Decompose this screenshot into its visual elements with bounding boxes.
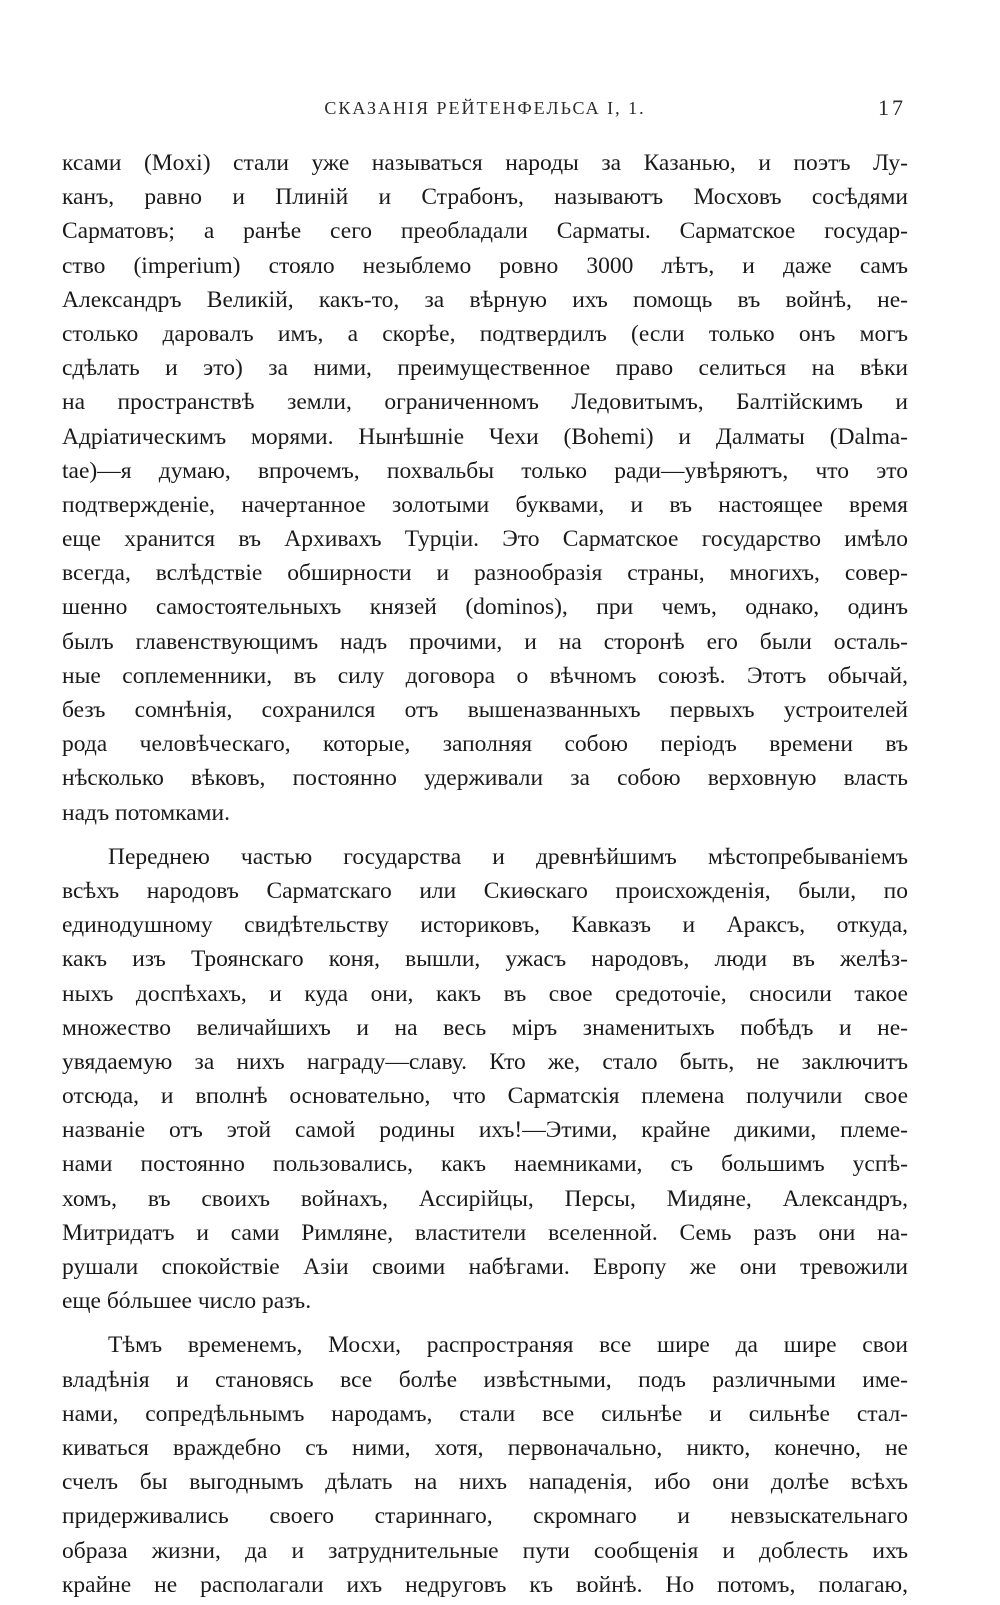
- running-head: [62, 95, 908, 128]
- text-line: киваться враждебно съ ними, хотя, первоначально, никто, конечно, не: [62, 1434, 908, 1461]
- text-line: образа жизни, да и затруднительные пути сообщенія и доблесть ихъ: [62, 1537, 908, 1564]
- text-line: tae)—я думаю, впрочемъ, похвальбы только ради—увѣряютъ, что это: [62, 457, 908, 484]
- text-line: хомъ, въ своихъ войнахъ, Ассирійцы, Персы, Мидяне, Александръ,: [62, 1185, 908, 1212]
- body-text: [62, 146, 908, 1602]
- page-number: 17: [878, 95, 906, 120]
- text-line: названіе отъ этой самой родины ихъ!—Этими, крайне дикими, племе-: [62, 1117, 908, 1144]
- paragraph-1: [62, 146, 908, 830]
- text-line: подтвержденіе, начертанное золотыми буквами, и въ настоящее время: [62, 491, 908, 518]
- text-line: увядаемую за нихъ награду—славу. Кто же, стало быть, не заключитъ: [62, 1048, 908, 1075]
- text-line: на пространствѣ земли, ограниченномъ Ледовитымъ, Балтійскимъ и: [62, 389, 908, 416]
- text-line: рушали спокойствіе Азіи своими набѣгами. Европу же они тревожили: [62, 1254, 908, 1280]
- running-title: СКАЗАНІЯ РЕЙТЕНФЕЛЬСА I, 1.: [324, 98, 646, 118]
- text-line: ство (imperium) стояло незыблемо ровно 3000 лѣтъ, и даже самъ: [62, 252, 908, 279]
- text-line: множество величайшихъ и на весь міръ знаменитыхъ побѣдъ и не-: [62, 1014, 908, 1041]
- text-line: сдѣлать и это) за ними, преимущественное право селиться на вѣки: [62, 355, 908, 382]
- text-line: Митридатъ и сами Римляне, властители вселенной. Семь разъ они на-: [62, 1219, 908, 1246]
- text-line: нами постоянно пользовались, какъ наемниками, съ большимъ успѣ-: [62, 1151, 908, 1178]
- text-line: Переднею частью государства и древнѣйшимъ мѣстопребываніемъ: [108, 843, 908, 870]
- text-line: еще бóльшее число разъ.: [62, 1288, 312, 1315]
- text-line: канъ, равно и Плиній и Страбонъ, называютъ Мосховъ сосѣдями: [62, 184, 908, 211]
- text-line: рода человѣческаго, которые, заполняя собою періодъ времени въ: [62, 731, 908, 758]
- text-line: столько даровалъ имъ, а скорѣе, подтвердилъ (если только онъ могъ: [62, 320, 908, 347]
- text-line: придерживались своего стариннаго, скромнаго и невзыскательнаго: [62, 1503, 908, 1530]
- text-line: ныхъ доспѣхахъ, и куда они, какъ въ свое средоточіе, сносили такое: [62, 980, 908, 1007]
- text-line: отсюда, и вполнѣ основательно, что Сарматскія племена получили свое: [62, 1083, 908, 1110]
- text-line: былъ главенствующимъ надъ прочими, и на сторонѣ его были осталь-: [62, 628, 908, 655]
- text-line: шенно самостоятельныхъ князей (dominos), при чемъ, однако, одинъ: [62, 594, 908, 621]
- text-line: нами, сопредѣльнымъ народамъ, стали все сильнѣе и сильнѣе стал-: [62, 1400, 908, 1427]
- paragraph-gap: [62, 1318, 908, 1328]
- text-line: Адріатическимъ морями. Нынѣшніе Чехи (Bohemi) и Далматы (Dalma-: [62, 423, 908, 450]
- paragraph-gap: [62, 830, 908, 840]
- text-line: всѣхъ народовъ Сарматскаго или Скиѳскаго происхожденія, были, по: [62, 877, 908, 904]
- text-line: нѣсколько вѣковъ, постоянно удерживали за собою верховную власть: [62, 765, 908, 792]
- text-line: крайне не располагали ихъ недруговъ къ войнѣ. Но потомъ, полагаю,: [62, 1571, 908, 1598]
- text-line: какъ изъ Троянскаго коня, вышли, ужасъ народовъ, люди въ желѣз-: [62, 946, 908, 973]
- text-line: Сарматовъ; а ранѣе сего преобладали Сарматы. Сарматское государ-: [62, 218, 908, 245]
- text-line: ксами (Moxi) стали уже называться народы за Казанью, и поэтъ Лу-: [62, 150, 908, 176]
- text-line: ные соплеменники, въ силу договора о вѣчномъ союзѣ. Этотъ обычай,: [62, 662, 908, 689]
- text-line: еще хранится въ Архивахъ Турціи. Это Сарматское государство имѣло: [62, 526, 908, 553]
- text-line: счелъ бы выгоднымъ дѣлать на нихъ нападенія, ибо они долѣе всѣхъ: [62, 1469, 908, 1496]
- text-line: Тѣмъ временемъ, Мосхи, распространяя все шире да шире свои: [108, 1332, 908, 1359]
- paragraph-3: [62, 1328, 908, 1602]
- text-line: надъ потомками.: [62, 799, 230, 826]
- text-line: владѣнія и становясь все болѣе извѣстными, подъ различными име-: [62, 1366, 908, 1393]
- text-line: единодушному свидѣтельству историковъ, Кавказъ и Араксъ, откуда,: [62, 912, 908, 939]
- text-line: всегда, вслѣдствіе обширности и разнообразія страны, многихъ, совер-: [62, 560, 908, 587]
- text-line: Александръ Великій, какъ-то, за вѣрную ихъ помощь въ войнѣ, не-: [62, 286, 908, 313]
- text-line: безъ сомнѣнія, сохранился отъ вышеназванныхъ первыхъ устроителей: [62, 697, 908, 723]
- paragraph-2: [62, 840, 908, 1319]
